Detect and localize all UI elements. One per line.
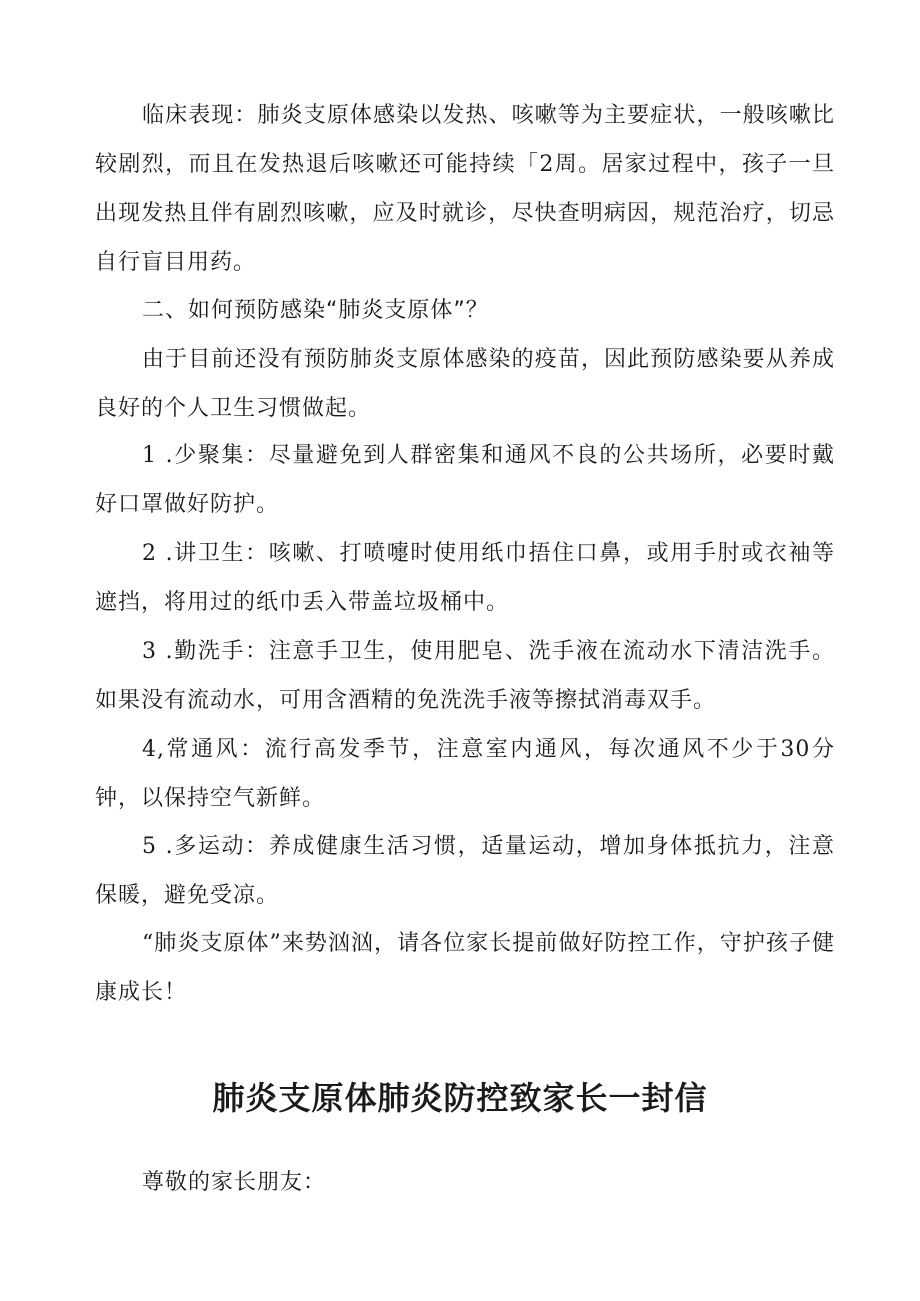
list-item-hygiene: 2 .讲卫生：咳嗽、打喷嚏时使用纸巾捂住口鼻，或用手肘或衣袖等遮挡，将用过的纸巾丢入带盖垃圾桶中。 bbox=[95, 541, 835, 615]
paragraph-closing: “肺炎支原体”来势汹汹，请各位家长提前做好防控工作，守护孩子健康成长！ bbox=[95, 931, 835, 1005]
list-item-ventilation: 4,常通风：流行高发季节，注意室内通风，每次通风不少于30分钟，以保持空气新鲜。 bbox=[95, 737, 835, 811]
letter-title: 肺炎支原体肺炎防控致家长一封信 bbox=[212, 1079, 708, 1117]
letter-greeting: 尊敬的家长朋友： bbox=[142, 1170, 327, 1195]
list-item-exercise: 5 .多运动：养成健康生活习惯，适量运动，增加身体抵抗力，注意保暖，避免受凉。 bbox=[95, 834, 835, 908]
paragraph-clinical: 临床表现：肺炎支原体感染以发热、咳嗽等为主要症状，一般咳嗽比较剧烈，而且在发热退后咳嗽还可能持续「2周。居家过程中，孩子一旦出现发热且伴有剧烈咳嗽，应及时就诊，尽快查明病因，规范治疗，切忌自行盲目用药。 bbox=[95, 103, 835, 275]
paragraph-intro: 由于目前还没有预防肺炎支原体感染的疫苗，因此预防感染要从养成良好的个人卫生习惯做起。 bbox=[95, 347, 835, 421]
section-heading-prevention: 二、如何预防感染“肺炎支原体”？ bbox=[142, 298, 489, 323]
list-item-gathering: 1 .少聚集：尽量避免到人群密集和通风不良的公共场所，必要时戴好口罩做好防护。 bbox=[95, 443, 835, 517]
list-item-handwashing: 3 .勤洗手：注意手卫生，使用肥皂、洗手液在流动水下清洁洗手。如果没有流动水，可用含酒精的免洗洗手液等擦拭消毒双手。 bbox=[95, 639, 835, 713]
